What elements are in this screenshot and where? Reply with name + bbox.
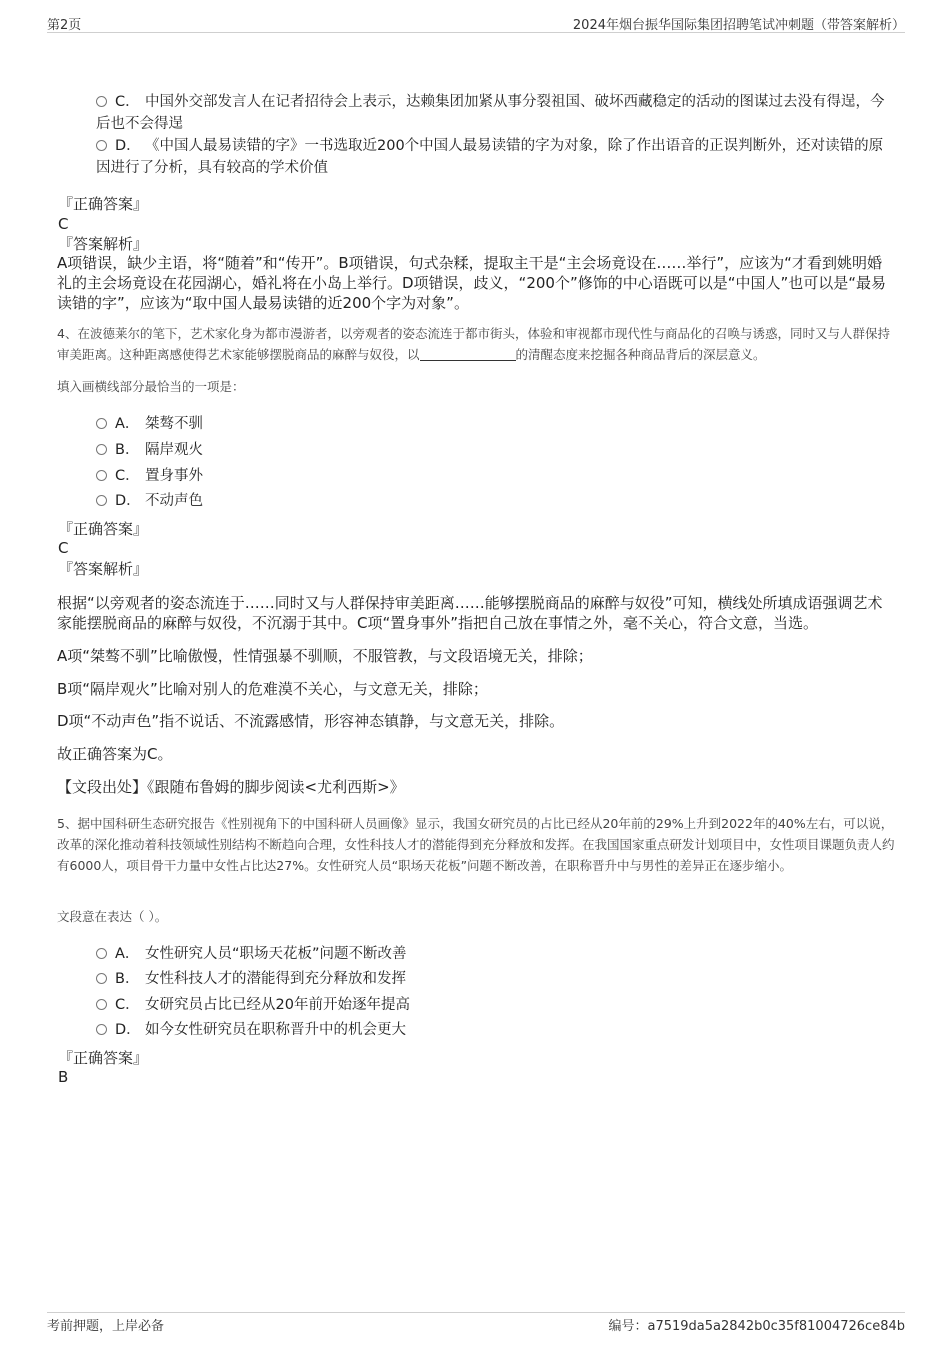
q3-answer: C (58, 215, 69, 233)
radio-icon[interactable] (96, 140, 107, 151)
radio-icon[interactable] (96, 973, 107, 984)
q4-analysis-p2: A项“桀骜不驯”比喻傲慢，性情强暴不驯顺，不服管教，与文段语境无关，排除； (57, 647, 593, 665)
q3-option-d[interactable]: D． 《中国人最易读错的字》一书选取近200个中国人最易读错的字为对象，除了作出语音的正误判断外，还对读错的原因进行了分析，具有较高的学术价值 (96, 138, 884, 176)
q5-option-c[interactable]: C． 女研究员占比已经从20年前开始逐年提高 (96, 994, 896, 1016)
q4-analysis-p4: D项“不动声色”指不说话、不流露感情，形容神态镇静，与文意无关，排除。 (57, 712, 565, 730)
q4-option-a[interactable]: A． 桀骜不驯 (96, 413, 896, 435)
q4-analysis-p1: 根据“以旁观者的姿态流连于……同时又与人群保持审美距离……能够摆脱商品的麻醉与奴役”可知，横线处所填成语强调艺术家能摆脱商品的麻醉与奴役，不沉溺于其中。C项“置身事外”指把自己放在事情之外，毫不关心，符合文意，当选。 (57, 594, 883, 632)
document-id: 编号：a7519da5a2842b0c35f81004726ce84b (608, 1319, 905, 1334)
q5-option-a[interactable]: A． 女性研究人员“职场天花板”问题不断改善 (96, 943, 896, 965)
radio-icon[interactable] (96, 495, 107, 506)
q5-prompt: 文段意在表达（ ）。 (57, 909, 168, 924)
q4-question: 4、在波德莱尔的笔下，艺术家化身为都市漫游者，以旁观者的姿态流连于都市街头，体验和审视都市现代性与商品化的召唤与诱惑，同时又与人群保持审美距离。这种距离感使得艺术家能够摆脱商品的麻醉与奴役，以 的清醒态度来挖掘各种商品背后的深层意义。 (57, 326, 890, 362)
page-header (47, 12, 905, 33)
radio-icon[interactable] (96, 1024, 107, 1035)
page-number: 第2页 (47, 18, 82, 33)
q4-option-d[interactable]: D． 不动声色 (96, 490, 896, 512)
q4-answer: C (58, 539, 69, 557)
q3-option-c[interactable]: C． 中国外交部发言人在记者招待会上表示，达赖集团加紧从事分裂祖国、破坏西藏稳定的活动的图谋过去没有得逞，今后也不会得逞 (96, 94, 885, 132)
radio-icon[interactable] (96, 470, 107, 481)
q5-option-b[interactable]: B． 女性科技人才的潜能得到充分释放和发挥 (96, 968, 896, 990)
radio-icon[interactable] (96, 999, 107, 1010)
q4-analysis-p3: B项“隔岸观火”比喻对别人的危难漠不关心，与文意无关，排除； (57, 680, 488, 698)
q4-source: 【文段出处】《跟随布鲁姆的脚步阅读<尤利西斯>》 (57, 778, 405, 796)
q3-answer-label: 『正确答案』 (58, 195, 149, 213)
q4-option-c[interactable]: C． 置身事外 (96, 465, 896, 487)
document-title: 2024年烟台振华国际集团招聘笔试冲刺题（带答案解析） (572, 18, 905, 33)
q4-analysis-p5: 故正确答案为C。 (57, 745, 173, 763)
q5-option-d[interactable]: D． 如今女性研究员在职称晋升中的机会更大 (96, 1019, 896, 1041)
q5-answer-label: 『正确答案』 (58, 1049, 149, 1067)
radio-icon[interactable] (96, 418, 107, 429)
radio-icon[interactable] (96, 96, 107, 107)
q4-prompt: 填入画横线部分最恰当的一项是： (57, 379, 245, 394)
q5-answer: B (58, 1068, 69, 1086)
q5-question: 5、据中国科研生态研究报告《性别视角下的中国科研人员画像》显示，我国女研究员的占比已经从20年前的29%上升到2022年的40%左右，可以说，改革的深化推动着科技领域性别结构不断趋向合理，女性科技人才的潜能得到充分释放和发挥。在我国国家重点研发计划项目中，女性项目课题负责人约有6000人，项目骨干力量中女性占比达27%。女性研究人员“职场天花板”问题不断改善，在职称晋升中与男性的差异正在逐步缩小。 (57, 816, 895, 873)
footer-slogan: 考前押题，上岸必备 (47, 1319, 165, 1334)
q4-analysis-label: 『答案解析』 (58, 560, 149, 578)
page-footer (47, 1312, 905, 1335)
radio-icon[interactable] (96, 948, 107, 959)
q3-analysis-label: 『答案解析』 (58, 235, 149, 253)
q3-analysis: A项错误，缺少主语，将“随着”和“传开”。B项错误，句式杂糅，提取主干是“主会场竟设在……举行”，应该为“才看到姚明婚礼的主会场竟设在花园湖心，婚礼将在小岛上举行。D项错误，歧义，“200个”修饰的中心语既可以是“中国人”也可以是“最易读错的字”，应该为“取中国人最易读错的近200个字为对象”。 (57, 254, 887, 312)
q4-answer-label: 『正确答案』 (58, 520, 149, 538)
radio-icon[interactable] (96, 444, 107, 455)
answer-blank (420, 348, 516, 361)
q4-option-b[interactable]: B． 隔岸观火 (96, 439, 896, 461)
